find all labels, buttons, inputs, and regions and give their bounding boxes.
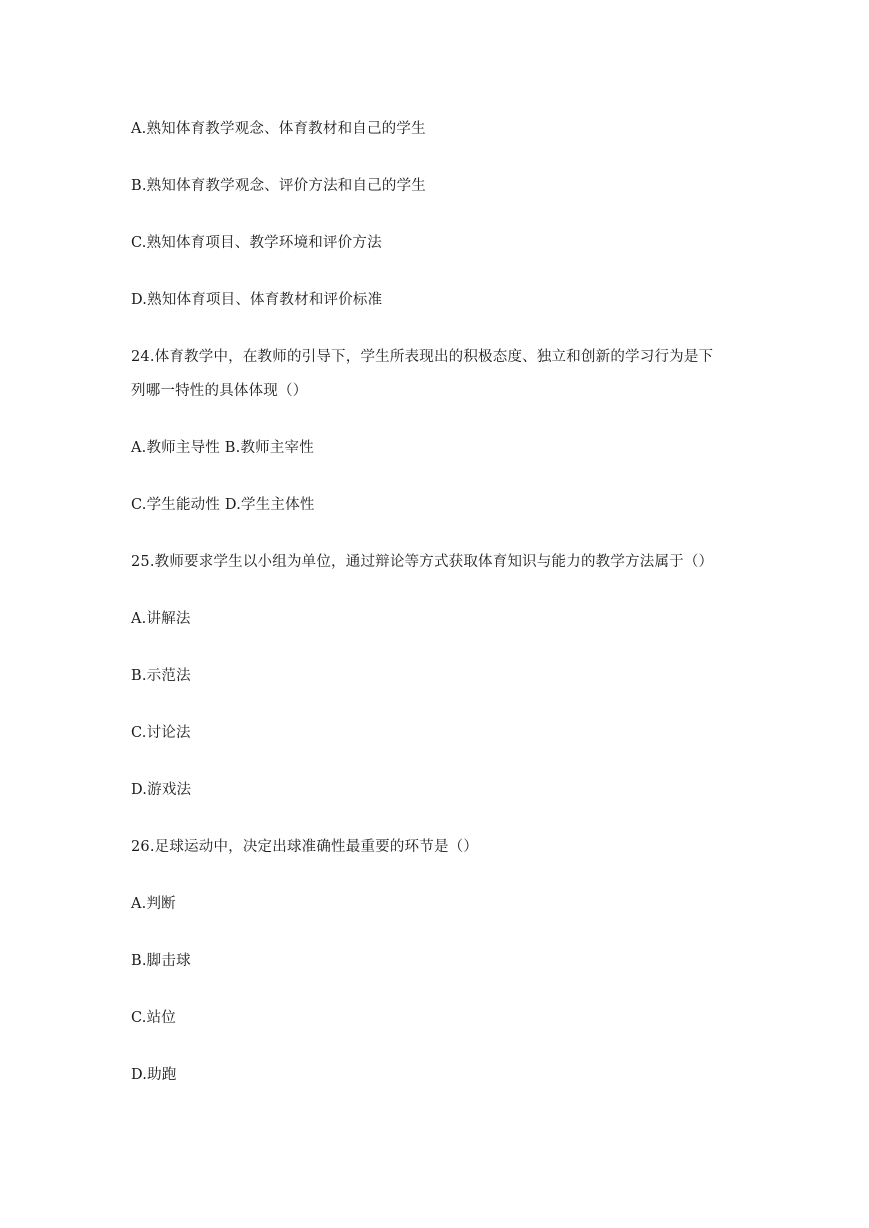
q26-option-a: A.判断 — [131, 896, 176, 912]
q23-option-a: A.熟知体育教学观念、体育教材和自己的学生 — [131, 121, 426, 137]
q23-option-c: C.熟知体育项目、教学环境和评价方法 — [131, 235, 382, 251]
q24-question-line1: 24.体育教学中，在教师的引导下，学生所表现出的积极态度、独立和创新的学习行为是下 — [131, 349, 714, 365]
q23-option-b: B.熟知体育教学观念、评价方法和自己的学生 — [131, 178, 426, 194]
q24-options-ab: A.教师主导性 B.教师主宰性 — [131, 440, 314, 456]
q24-question-line2: 列哪一特性的具体体现（） — [131, 383, 308, 399]
q26-question: 26.足球运动中，决定出球准确性最重要的环节是（） — [131, 839, 479, 855]
q25-question: 25.教师要求学生以小组为单位，通过辩论等方式获取体育知识与能力的教学方法属于（） — [131, 554, 714, 570]
q25-option-c: C.讨论法 — [131, 725, 191, 741]
q25-option-b: B.示范法 — [131, 668, 191, 684]
q25-option-d: D.游戏法 — [131, 782, 192, 798]
q24-options-cd: C.学生能动性 D.学生主体性 — [131, 497, 315, 513]
q26-option-d: D.助跑 — [131, 1067, 177, 1083]
q26-option-c: C.站位 — [131, 1010, 176, 1026]
q23-option-d: D.熟知体育项目、体育教材和评价标准 — [131, 292, 383, 308]
q25-option-a: A.讲解法 — [131, 611, 191, 627]
q26-option-b: B.脚击球 — [131, 953, 191, 969]
